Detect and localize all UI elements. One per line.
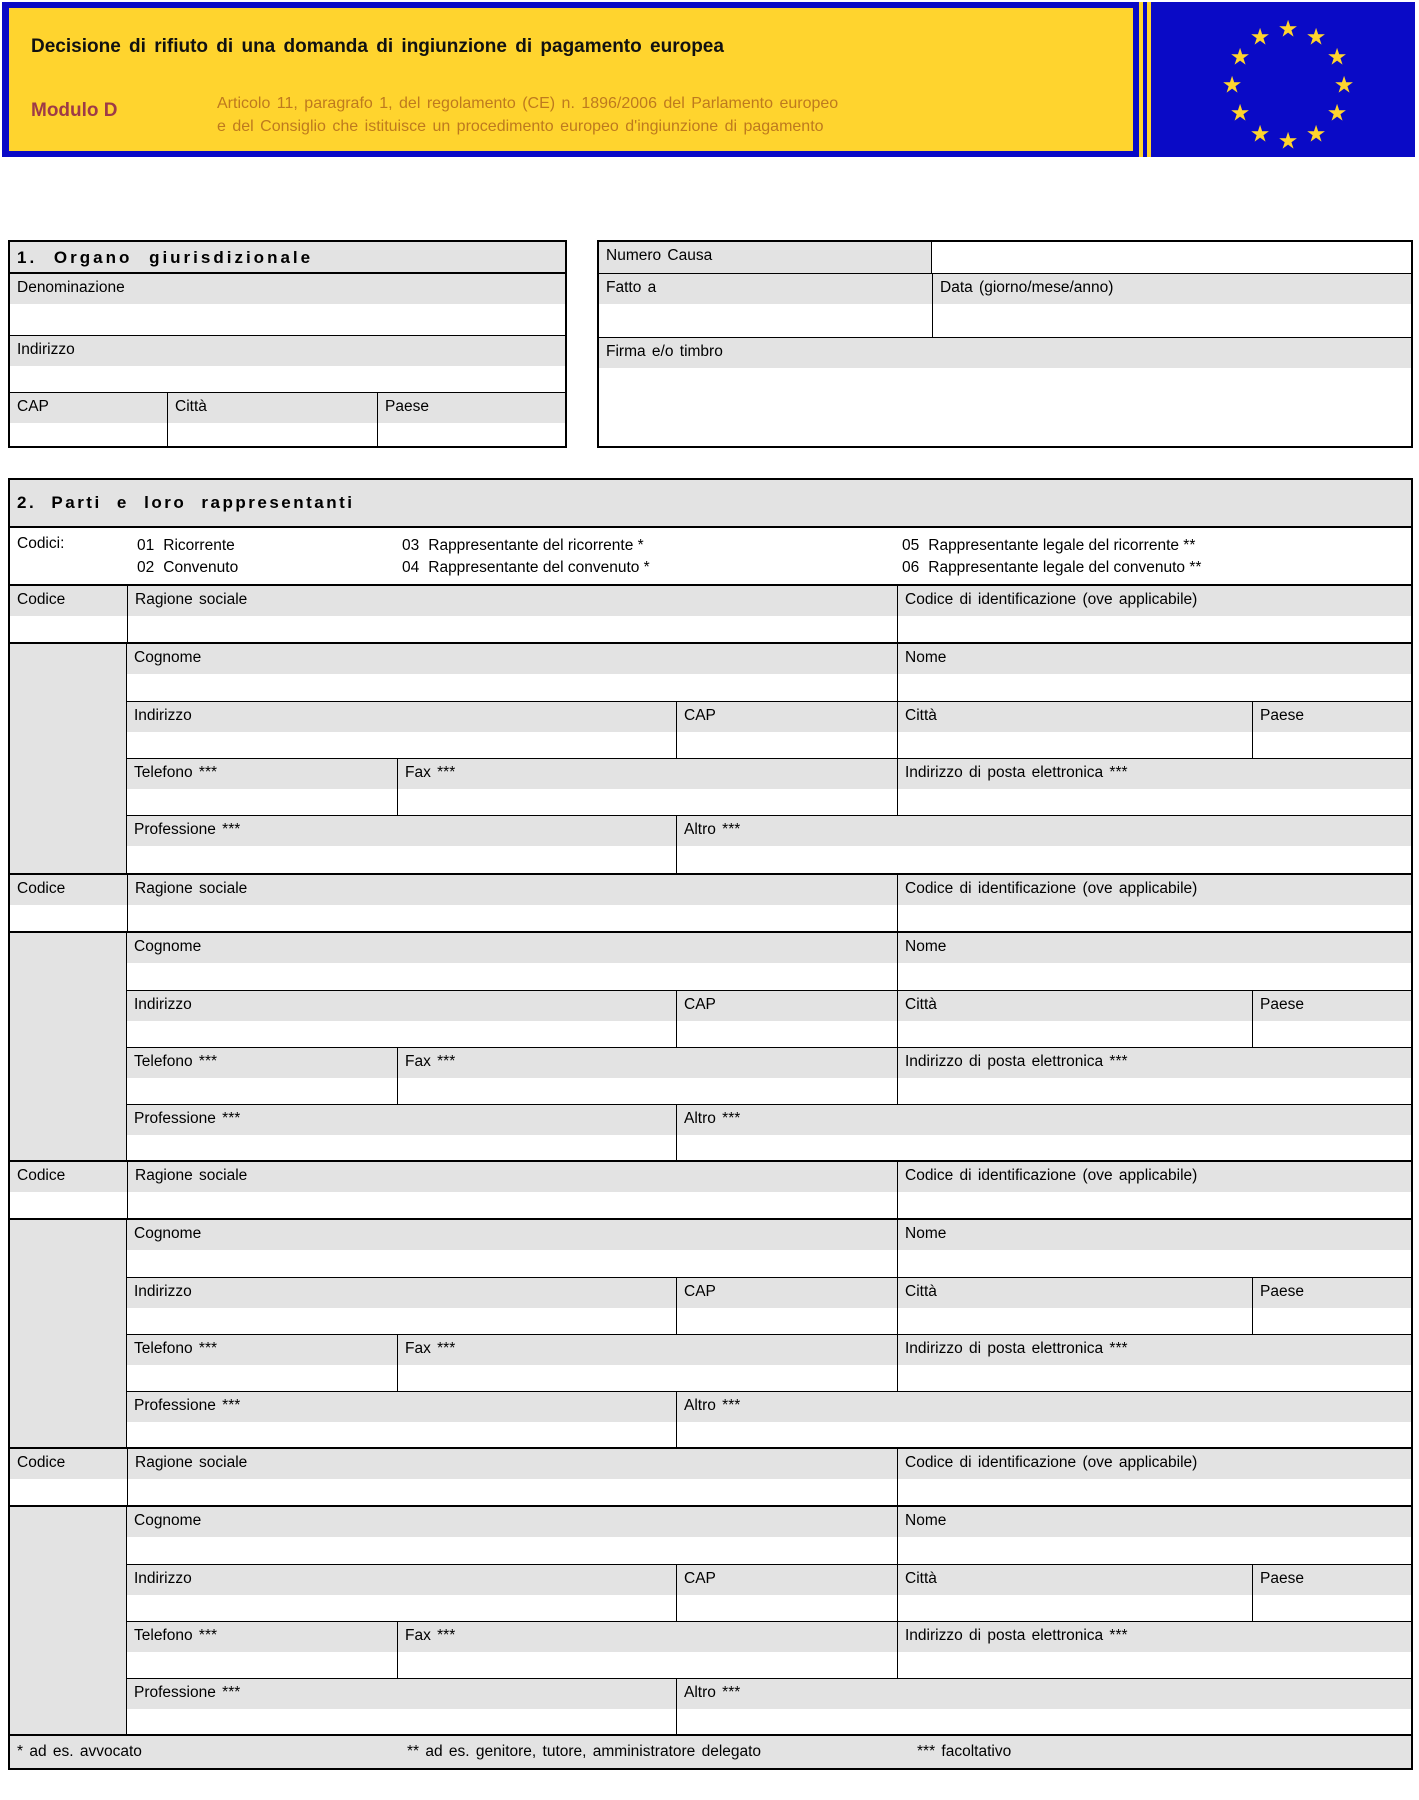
party-fax-input[interactable]: [398, 789, 897, 815]
code-number: 03: [402, 537, 420, 554]
party-phone-label: Telefono ***: [127, 1622, 397, 1652]
eu-star-icon: ★: [1277, 16, 1299, 43]
court-country-label: Paese: [378, 393, 565, 423]
party-fax-input[interactable]: [398, 1652, 897, 1678]
code-number: 06: [902, 559, 920, 576]
party-city-input[interactable]: [898, 732, 1252, 758]
party-other-input[interactable]: [677, 1709, 1411, 1734]
court-city-label: Città: [168, 393, 377, 423]
party-phone-input[interactable]: [127, 1652, 397, 1678]
party-idcode-label: Codice di identificazione (ove applicabile): [898, 1162, 1411, 1192]
party-postcode-input[interactable]: [677, 1021, 897, 1047]
party-email-input[interactable]: [898, 1365, 1411, 1391]
code-label: Rappresentante del ricorrente *: [428, 537, 644, 554]
eu-star-icon: ★: [1333, 72, 1355, 99]
issued-at-input[interactable]: [599, 304, 932, 337]
party-phone-label: Telefono ***: [127, 759, 397, 789]
party-profession-input[interactable]: [127, 1135, 676, 1160]
party-postcode-input[interactable]: [677, 1308, 897, 1334]
party-country-input[interactable]: [1253, 1595, 1411, 1621]
party-code-label: Codice: [10, 1162, 127, 1192]
party-firstname-label: Nome: [898, 1220, 1411, 1250]
party-idcode-input[interactable]: [898, 616, 1411, 642]
party-code-label: Codice: [10, 1449, 127, 1479]
party-address-label: Indirizzo: [127, 1565, 676, 1595]
party-postcode-label: CAP: [677, 991, 897, 1021]
footnote-double-asterisk: ** ad es. genitore, tutore, amministratore delegato: [407, 1743, 762, 1760]
party-codes-legend: [10, 528, 1411, 586]
party-country-input[interactable]: [1253, 732, 1411, 758]
court-country-input[interactable]: [378, 423, 565, 446]
code-number: 04: [402, 559, 420, 576]
eu-star-icon: ★: [1305, 121, 1327, 148]
party-email-label: Indirizzo di posta elettronica ***: [898, 759, 1411, 789]
party-idcode-input[interactable]: [898, 905, 1411, 931]
party-code-gutter: [10, 644, 127, 873]
party-surname-label: Cognome: [127, 1507, 897, 1537]
case-section: [597, 240, 1413, 448]
parties-section-title: 2. Parti e loro rappresentanti: [10, 480, 1411, 528]
eu-star-icon: ★: [1249, 24, 1271, 51]
form-module-label: Modulo D: [31, 100, 118, 121]
court-postcode-input[interactable]: [10, 423, 167, 446]
case-number-input[interactable]: [932, 242, 1411, 273]
form-subtitle: [217, 92, 838, 138]
party-postcode-label: CAP: [677, 1565, 897, 1595]
eu-star-icon: ★: [1326, 100, 1348, 127]
form-header-band: [2, 2, 1415, 157]
party-surname-input[interactable]: [127, 674, 897, 701]
party-profession-label: Professione ***: [127, 816, 676, 846]
party-blocks-container: [10, 586, 1411, 1734]
party-email-label: Indirizzo di posta elettronica ***: [898, 1335, 1411, 1365]
party-other-input[interactable]: [677, 846, 1411, 873]
party-city-label: Città: [898, 1565, 1252, 1595]
eu-star-icon: ★: [1277, 128, 1299, 155]
code-number: 02: [137, 559, 155, 576]
party-country-input[interactable]: [1253, 1308, 1411, 1334]
codes-label: Codici:: [17, 535, 65, 552]
court-address-input[interactable]: [10, 366, 565, 392]
form-subtitle-line2: e del Consiglio che istituisce un procedimento europeo d'ingiunzione di pagamento: [217, 118, 824, 135]
party-surname-label: Cognome: [127, 644, 897, 674]
code-label: Rappresentante legale del convenuto **: [928, 559, 1202, 576]
party-code-input[interactable]: [10, 616, 127, 642]
party-fax-label: Fax ***: [398, 1048, 897, 1078]
party-email-input[interactable]: [898, 1078, 1411, 1104]
party-country-label: Paese: [1253, 991, 1411, 1021]
header-separator-stripe: [1147, 2, 1151, 157]
party-email-label: Indirizzo di posta elettronica ***: [898, 1622, 1411, 1652]
party-postcode-label: CAP: [677, 702, 897, 732]
party-other-label: Altro ***: [677, 1679, 1411, 1709]
party-email-label: Indirizzo di posta elettronica ***: [898, 1048, 1411, 1078]
eu-star-icon: ★: [1229, 100, 1251, 127]
court-name-input[interactable]: [10, 304, 565, 335]
party-email-input[interactable]: [898, 789, 1411, 815]
code-label: Convenuto: [163, 559, 239, 576]
party-company-input[interactable]: [128, 616, 897, 642]
party-surname-label: Cognome: [127, 933, 897, 963]
date-label: Data (giorno/mese/anno): [933, 274, 1411, 304]
party-city-label: Città: [898, 991, 1252, 1021]
party-firstname-input[interactable]: [898, 963, 1411, 990]
footnote-asterisk: * ad es. avvocato: [17, 1743, 142, 1760]
code-number: 01: [137, 537, 155, 554]
party-city-input[interactable]: [898, 1021, 1252, 1047]
party-idcode-label: Codice di identificazione (ove applicabile): [898, 875, 1411, 905]
court-name-label: Denominazione: [10, 274, 565, 304]
party-profession-input[interactable]: [127, 1422, 676, 1447]
court-postcode-label: CAP: [10, 393, 167, 423]
party-surname-label: Cognome: [127, 1220, 897, 1250]
eu-star-icon: ★: [1229, 44, 1251, 71]
codes-column-3: [902, 535, 1201, 584]
party-other-label: Altro ***: [677, 1392, 1411, 1422]
party-profession-label: Professione ***: [127, 1392, 676, 1422]
party-fax-input[interactable]: [398, 1078, 897, 1104]
issued-at-label: Fatto a: [599, 274, 932, 304]
party-code-label: Codice: [10, 586, 127, 616]
code-number: 05: [902, 537, 920, 554]
party-profession-label: Professione ***: [127, 1679, 676, 1709]
party-surname-input[interactable]: [127, 1537, 897, 1564]
header-separator-stripe: [1139, 2, 1143, 157]
date-input[interactable]: [933, 304, 1411, 337]
party-phone-label: Telefono ***: [127, 1335, 397, 1365]
court-section: [8, 240, 567, 448]
form-subtitle-line1: Articolo 11, paragrafo 1, del regolamento (CE) n. 1896/2006 del Parlamento europeo: [217, 95, 839, 112]
party-code-input[interactable]: [10, 1479, 127, 1505]
court-address-label: Indirizzo: [10, 336, 565, 366]
party-company-input[interactable]: [128, 1192, 897, 1218]
party-firstname-input[interactable]: [898, 1250, 1411, 1277]
party-address-input[interactable]: [127, 732, 676, 758]
code-label: Rappresentante del convenuto *: [428, 559, 650, 576]
party-code-input[interactable]: [10, 905, 127, 931]
party-address-label: Indirizzo: [127, 991, 676, 1021]
code-label: Ricorrente: [163, 537, 235, 554]
party-other-input[interactable]: [677, 1422, 1411, 1447]
party-company-label: Ragione sociale: [128, 586, 897, 616]
party-company-label: Ragione sociale: [128, 1449, 897, 1479]
party-code-gutter: [10, 1220, 127, 1447]
party-code-gutter: [10, 933, 127, 1160]
parties-section: [8, 478, 1413, 1770]
party-code-label: Codice: [10, 875, 127, 905]
party-country-label: Paese: [1253, 702, 1411, 732]
party-country-label: Paese: [1253, 1278, 1411, 1308]
footnotes-row: [10, 1734, 1411, 1768]
party-address-label: Indirizzo: [127, 1278, 676, 1308]
party-address-input[interactable]: [127, 1021, 676, 1047]
party-profession-label: Professione ***: [127, 1105, 676, 1135]
party-firstname-input[interactable]: [898, 1537, 1411, 1564]
eu-star-icon: ★: [1221, 72, 1243, 99]
party-code-input[interactable]: [10, 1192, 127, 1218]
party-firstname-input[interactable]: [898, 674, 1411, 701]
party-city-input[interactable]: [898, 1308, 1252, 1334]
party-surname-input[interactable]: [127, 963, 897, 990]
party-country-input[interactable]: [1253, 1021, 1411, 1047]
party-block: [10, 586, 1411, 873]
party-fax-label: Fax ***: [398, 759, 897, 789]
case-number-label: Numero Causa: [599, 242, 932, 273]
party-fax-label: Fax ***: [398, 1622, 897, 1652]
party-city-label: Città: [898, 1278, 1252, 1308]
court-city-input[interactable]: [168, 423, 377, 446]
party-block: [10, 1160, 1411, 1447]
codes-column-1: [137, 535, 402, 584]
court-section-title: 1. Organo giurisdizionale: [10, 242, 565, 274]
footnote-triple-asterisk: *** facoltativo: [917, 1743, 1012, 1760]
form-title: Decisione di rifiuto di una domanda di ingiunzione di pagamento europea: [31, 36, 724, 57]
party-fax-label: Fax ***: [398, 1335, 897, 1365]
party-idcode-input[interactable]: [898, 1192, 1411, 1218]
party-other-label: Altro ***: [677, 1105, 1411, 1135]
party-firstname-label: Nome: [898, 1507, 1411, 1537]
party-postcode-input[interactable]: [677, 732, 897, 758]
party-other-input[interactable]: [677, 1135, 1411, 1160]
party-country-label: Paese: [1253, 1565, 1411, 1595]
party-block: [10, 873, 1411, 1160]
party-company-label: Ragione sociale: [128, 1162, 897, 1192]
form-header-box: [9, 8, 1133, 151]
party-idcode-label: Codice di identificazione (ove applicabile): [898, 586, 1411, 616]
party-phone-input[interactable]: [127, 1078, 397, 1104]
party-phone-input[interactable]: [127, 789, 397, 815]
party-city-input[interactable]: [898, 1595, 1252, 1621]
party-phone-label: Telefono ***: [127, 1048, 397, 1078]
signature-label: Firma e/o timbro: [599, 338, 1411, 368]
party-firstname-label: Nome: [898, 933, 1411, 963]
party-city-label: Città: [898, 702, 1252, 732]
party-address-label: Indirizzo: [127, 702, 676, 732]
eu-flag: [1154, 2, 1415, 157]
party-fax-input[interactable]: [398, 1365, 897, 1391]
codes-column-2: [402, 535, 902, 584]
party-other-label: Altro ***: [677, 816, 1411, 846]
party-email-input[interactable]: [898, 1652, 1411, 1678]
code-label: Rappresentante legale del ricorrente **: [928, 537, 1196, 554]
party-company-input[interactable]: [128, 1479, 897, 1505]
party-profession-input[interactable]: [127, 1709, 676, 1734]
party-phone-input[interactable]: [127, 1365, 397, 1391]
party-company-label: Ragione sociale: [128, 875, 897, 905]
party-company-input[interactable]: [128, 905, 897, 931]
party-postcode-label: CAP: [677, 1278, 897, 1308]
party-block: [10, 1447, 1411, 1734]
party-address-input[interactable]: [127, 1595, 676, 1621]
eu-star-icon: ★: [1249, 121, 1271, 148]
party-idcode-label: Codice di identificazione (ove applicabile): [898, 1449, 1411, 1479]
party-postcode-input[interactable]: [677, 1595, 897, 1621]
party-idcode-input[interactable]: [898, 1479, 1411, 1505]
party-profession-input[interactable]: [127, 846, 676, 873]
party-address-input[interactable]: [127, 1308, 676, 1334]
party-surname-input[interactable]: [127, 1250, 897, 1277]
party-firstname-label: Nome: [898, 644, 1411, 674]
party-code-gutter: [10, 1507, 127, 1734]
eu-star-icon: ★: [1305, 24, 1327, 51]
eu-star-icon: ★: [1326, 44, 1348, 71]
signature-area[interactable]: [599, 368, 1411, 446]
